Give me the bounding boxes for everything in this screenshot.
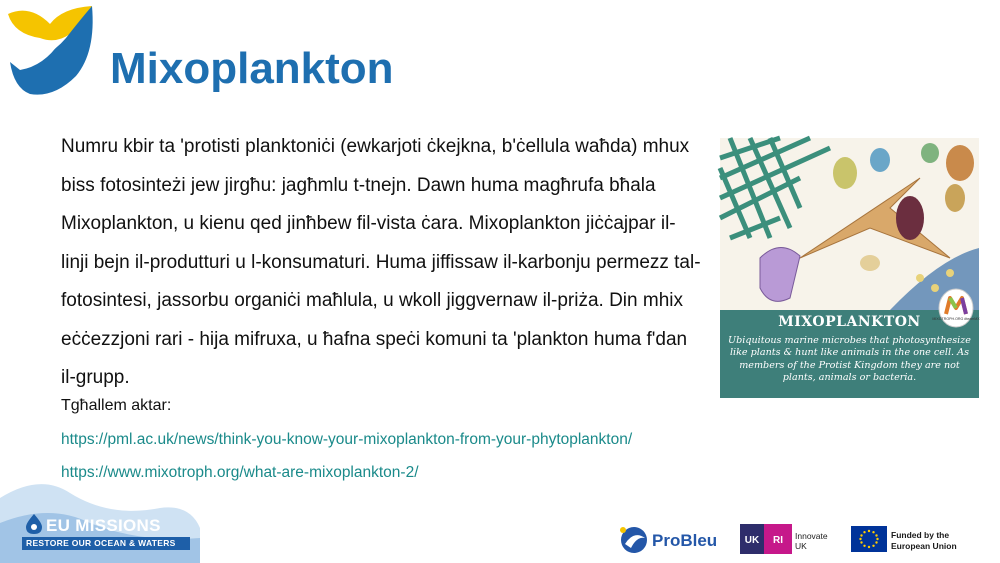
eu-missions-drop-icon — [24, 513, 44, 535]
poster-title: MIXOPLANKTON — [778, 314, 921, 330]
plankton-illustration — [720, 138, 979, 310]
body-paragraph: Numru kbir ta 'protisti planktoniċi (ewkarjoti ċkejkna, b'ċellula waħda) mhux biss fotosinteżi jew jirgħu: jagħmlu t-tnejn. Dawn huma magħrufa bħala Mixoplankton, u kienu qed jinħbew fil-vista ċara. Mixoplankton jiċċajpar il-linji bejn il-produtturi u l-konsumaturi. Huma jiffissaw il-karbonju permezz tal-fotosintesi, jassorbu organiċi maħlula, u wkoll jiggvernaw il-priża. Din mhix eċċezzjoni rari - hija mifruxa, u ħafna speċi komuni ta 'plankton huma f'dan il-grupp. — [61, 136, 701, 388]
mixotroph-badge-icon — [932, 288, 980, 328]
funded-by-eu-text: Funded by the European Union — [891, 530, 957, 551]
eu-missions-subtitle: RESTORE OUR OCEAN & WATERS — [26, 538, 176, 548]
innovate-uk-text: Innovate UK — [795, 531, 828, 551]
page-title: Mixoplankton — [110, 44, 394, 93]
probleu-logo-text: ProBleu — [652, 531, 718, 550]
svg-text:RI: RI — [773, 535, 783, 546]
brand-logo-icon — [0, 0, 100, 100]
mixoplankton-poster — [720, 138, 979, 398]
probleu-logo-icon — [617, 524, 651, 556]
learn-more-label: Tgħallem aktar: — [61, 397, 172, 414]
badge-text: MIXOTROPH.ORG #teamMX — [932, 317, 980, 321]
eu-missions-logo-text: EU MISSIONS — [46, 516, 161, 535]
eu-flag-icon — [851, 526, 887, 552]
poster-caption: Ubiquitous marine microbes that photosynthesize like plants & hunt like animals in the one cell. As members of the Protist Kingdom they are not plants, animals or bacteria. — [728, 335, 971, 384]
ukri-logo-icon — [740, 524, 792, 554]
link-pml[interactable]: https://pml.ac.uk/news/think-you-know-your-mixoplankton-from-your-phytoplankton/ — [61, 431, 633, 448]
svg-text:UK: UK — [744, 535, 760, 546]
link-mixotroph[interactable]: https://www.mixotroph.org/what-are-mixoplankton-2/ — [61, 464, 419, 481]
